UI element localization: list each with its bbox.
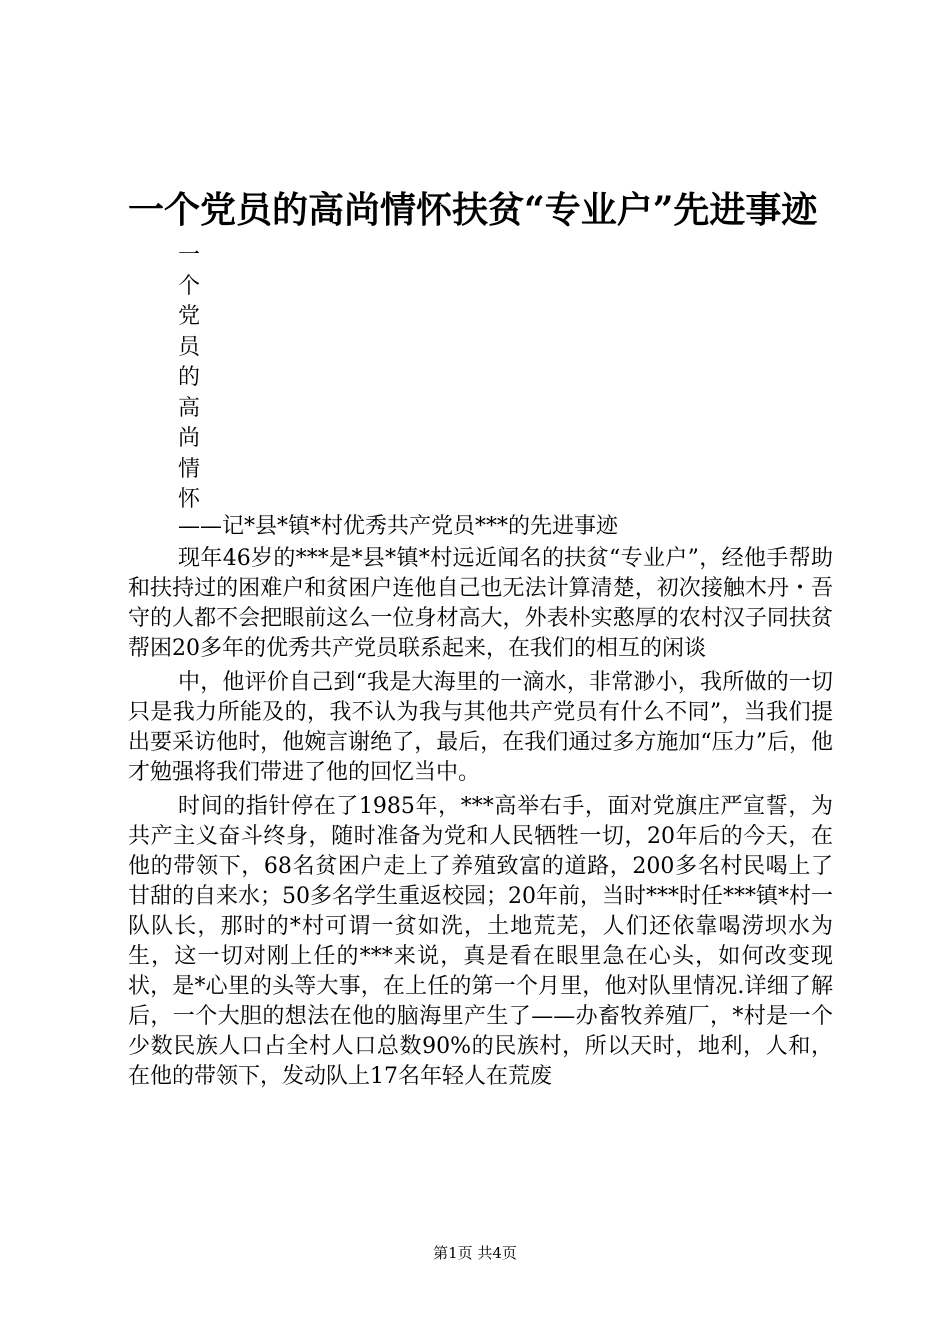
vertical-heading-char: 的 (178, 365, 201, 390)
document-title: 一个党员的高尚情怀扶贫“专业户”先进事迹 (128, 189, 818, 231)
body-paragraph: 中，他评价自己到“我是大海里的一滴水，非常渺小，我所做的一切只是我力所能及的，我不认为我与其他共产党员有什么不同”，当我们提出要采访他时，他婉言谢绝了，最后，在我们通过多方施加“压力”后，他才勉强将我们带进了他的回忆当中。 (128, 670, 833, 785)
vertical-heading-char: 高 (178, 395, 201, 421)
document-body (128, 544, 833, 1092)
vertical-heading-char: 怀 (178, 487, 201, 512)
document-subtitle: ——记*县*镇*村优秀共产党员***的先进事迹 (178, 514, 619, 539)
page-footer: 第1页 共4页 (433, 1244, 517, 1262)
body-paragraph: 时间的指针停在了1985年，***高举右手，面对党旗庄严宣誓，为共产主义奋斗终身，随时准备为党和人民牺牲一切，20年后的今天，在他的带领下，68名贫困户走上了养殖致富的道路，200多名村民喝上了甘甜的自来水；50多名学生重返校园；20年前，当时***时任***镇*村一队队长，那时的*村可谓一贫如洗，土地荒芜，人们还依靠喝涝坝水为生，这一切对刚上任的***来说，真是看在眼里急在心头，如何改变现状，是*心里的头等大事，在上任的第一个月里，他对队里情况.详细了解后，一个大胆的想法在他的脑海里产生了——办畜牧养殖厂，*村是一个少数民族人口占全村人口总数90%的民族村，所以天时，地利，人和，在他的带领下，发动队上17名年轻人在荒废 (128, 794, 833, 1089)
vertical-heading-char: 尚 (178, 426, 201, 451)
vertical-heading-char: 党 (178, 304, 201, 329)
vertical-heading-char: 一 (178, 243, 201, 268)
vertical-heading-char: 情 (178, 456, 201, 482)
vertical-heading (178, 240, 208, 515)
vertical-heading-char: 员 (178, 334, 201, 360)
body-paragraph: 现年46岁的***是*县*镇*村远近闻名的扶贫“专业户”，经他手帮助和扶持过的困难户和贫困户连他自己也无法计算清楚，初次接触木丹・吾守的人都不会把眼前这么一位身材高大，外表朴实憨厚的农村汉子同扶贫帮困20多年的优秀共产党员联系起来，在我们的相互的闲谈 (128, 546, 833, 661)
vertical-heading-char: 个 (178, 273, 201, 299)
